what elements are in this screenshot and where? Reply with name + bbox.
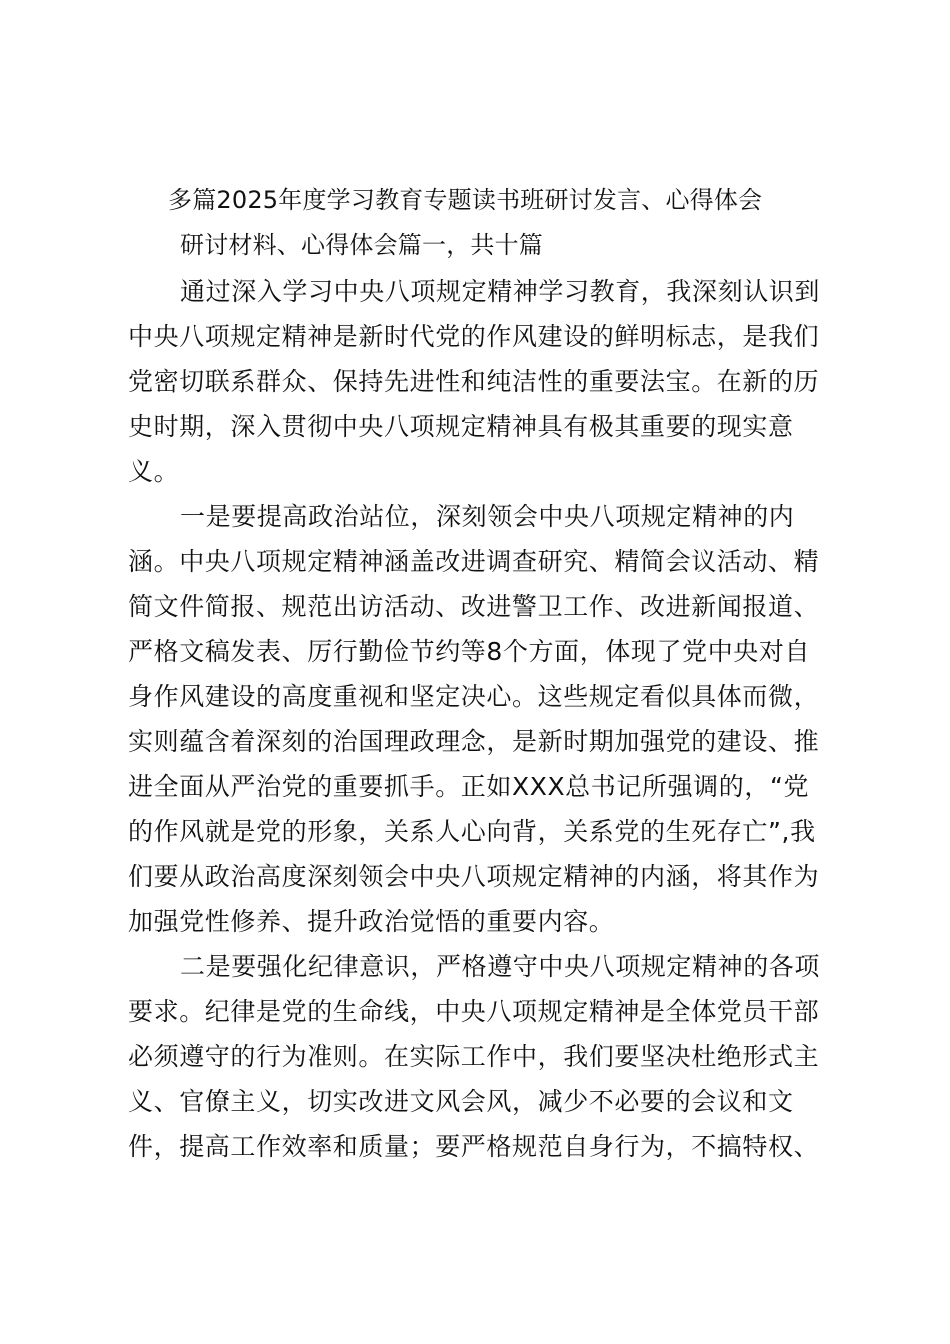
document-title: 多篇2025年度学习教育专题读书班研讨发言、心得体会 xyxy=(168,186,763,214)
body-line: 中央八项规定精神是新时代党的作风建设的鲜明标志，是我们 xyxy=(128,322,820,351)
body-line: 一是要提高政治站位，深刻领会中央八项规定精神的内 xyxy=(180,502,795,531)
body-line: 们要从政治高度深刻领会中央八项规定精神的内涵，将其作为 xyxy=(128,862,820,891)
body-line: 义、官僚主义，切实改进文风会风，减少不必要的会议和文 xyxy=(128,1087,794,1116)
body-line: 通过深入学习中央八项规定精神学习教育，我深刻认识到 xyxy=(180,277,821,306)
body-line: 身作风建设的高度重视和坚定决心。这些规定看似具体而微， xyxy=(128,682,820,711)
document-subtitle: 研讨材料、心得体会篇一，共十篇 xyxy=(180,231,543,259)
body-line: 义。 xyxy=(128,457,180,486)
body-line: 必须遵守的行为准则。在实际工作中，我们要坚决杜绝形式主 xyxy=(128,1042,820,1071)
body-line: 党密切联系群众、保持先进性和纯洁性的重要法宝。在新的历 xyxy=(128,367,820,396)
body-line: 严格文稿发表、厉行勤俭节约等8个方面，体现了党中央对自 xyxy=(128,637,811,666)
body-line: 实则蕴含着深刻的治国理政理念，是新时期加强党的建设、推 xyxy=(128,727,820,756)
body-line: 进全面从严治党的重要抓手。正如XXX总书记所强调的，“党 xyxy=(128,772,810,801)
body-line: 件，提高工作效率和质量；要严格规范自身行为，不搞特权、 xyxy=(128,1132,820,1161)
body-line: 史时期，深入贯彻中央八项规定精神具有极其重要的现实意 xyxy=(128,412,794,441)
body-line: 涵。中央八项规定精神涵盖改进调查研究、精简会议活动、精 xyxy=(128,547,820,576)
body-line: 的作风就是党的形象，关系人心向背，关系党的生死存亡”,我 xyxy=(128,817,816,846)
body-line: 要求。纪律是党的生命线，中央八项规定精神是全体党员干部 xyxy=(128,997,820,1026)
body-line: 加强党性修养、提升政治觉悟的重要内容。 xyxy=(128,907,615,936)
body-line: 二是要强化纪律意识，严格遵守中央八项规定精神的各项 xyxy=(180,952,821,981)
body-line: 简文件简报、规范出访活动、改进警卫工作、改进新闻报道、 xyxy=(128,592,820,621)
